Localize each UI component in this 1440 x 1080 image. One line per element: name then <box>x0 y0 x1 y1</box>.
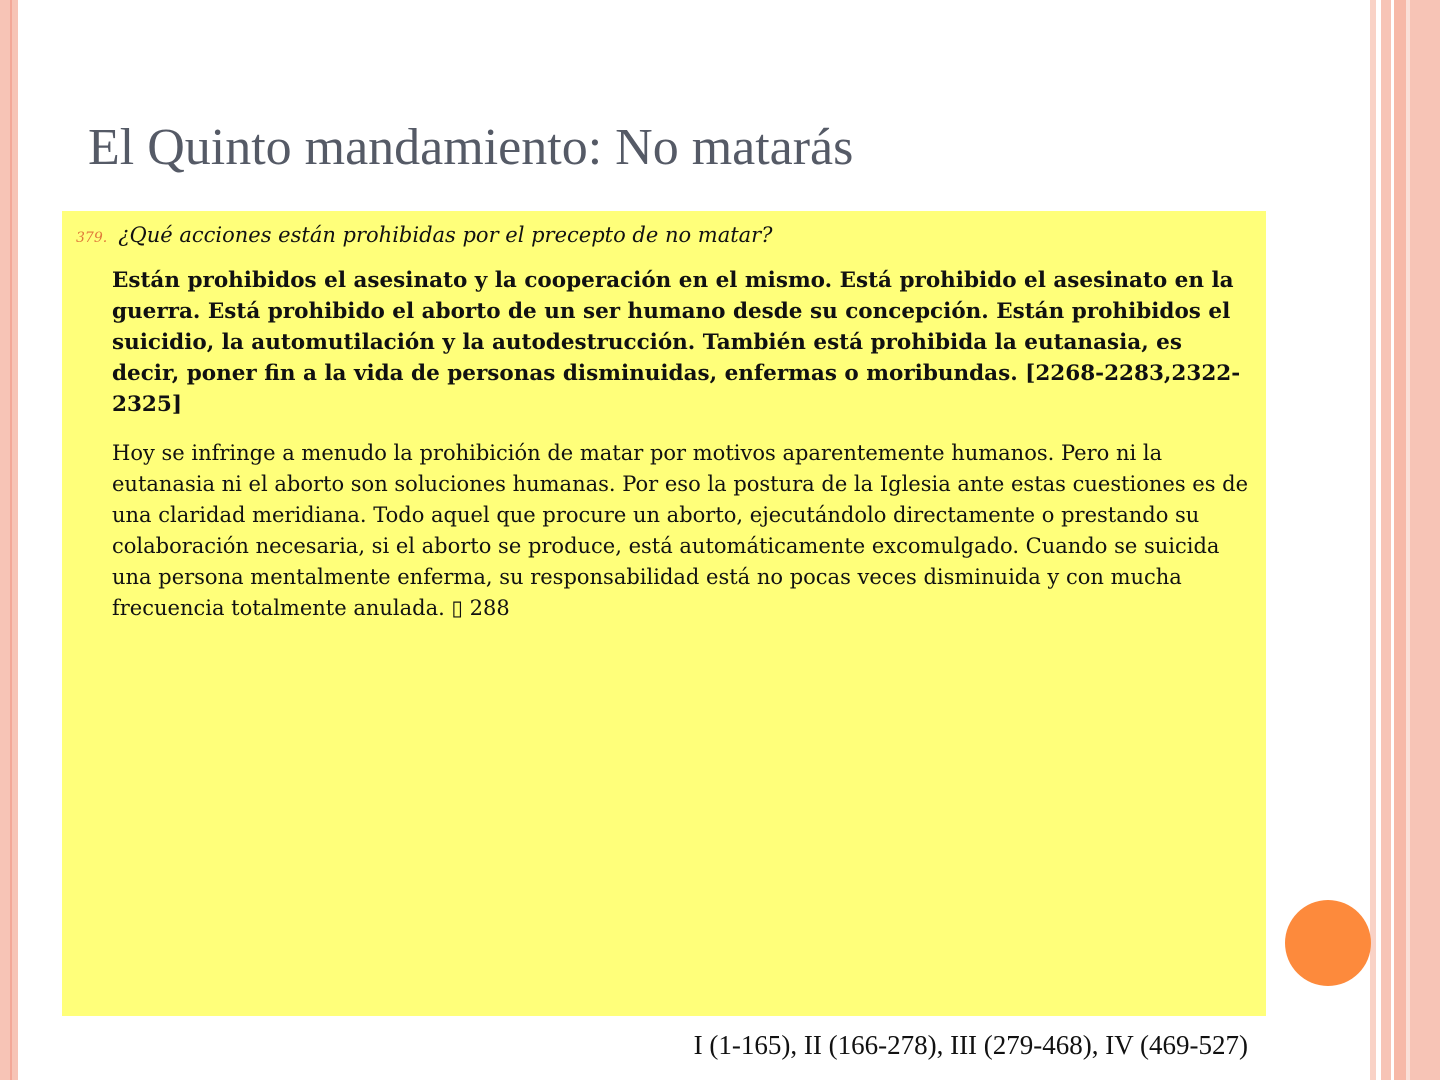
slide-title: El Quinto mandamiento: No matarás <box>88 119 854 176</box>
left-border-line <box>10 0 12 1080</box>
answer-text: Están prohibidos el asesinato y la cooperación en el mismo. Está prohibido el asesinato en la guerra. Está prohibido el aborto de un ser humano desde su concepción. Están prohibidos el suicidio, la automutilación y la autodestrucción. También está prohibida la eutanasia, es decir, poner fin a la vida de personas disminuidas, enfermas o moribundas. [2268-2283,2322-2325] <box>112 268 1241 417</box>
left-border-decoration <box>0 0 18 1080</box>
content-box <box>62 211 1266 1016</box>
right-stripes-decoration <box>1370 0 1440 1080</box>
footer-reference: I (1-165), II (166-278), III (279-468), IV (469-527) <box>693 1030 1248 1060</box>
question-text: ¿Qué acciones están prohibidas por el precepto de no matar? <box>118 223 773 247</box>
question-number: 379. <box>76 230 108 246</box>
question-row <box>76 223 772 247</box>
accent-circle <box>1285 900 1371 986</box>
commentary-text: Hoy se infringe a menudo la prohibición de matar por motivos aparentemente humanos. Pero ni la eutanasia ni el aborto son soluciones humanas. Por eso la postura de la Iglesia ante estas cuestiones es de una claridad meridiana. Todo aquel que procure un aborto, ejecutándolo directamente o prestando su colaboración necesaria, si el aborto se produce, está automáticamente excomulgado. Cuando se suicida una persona mentalmente enferma, su responsabilidad está no pocas veces disminuida y con mucha frecuencia totalmente anulada. ▯ 288 <box>112 441 1249 620</box>
